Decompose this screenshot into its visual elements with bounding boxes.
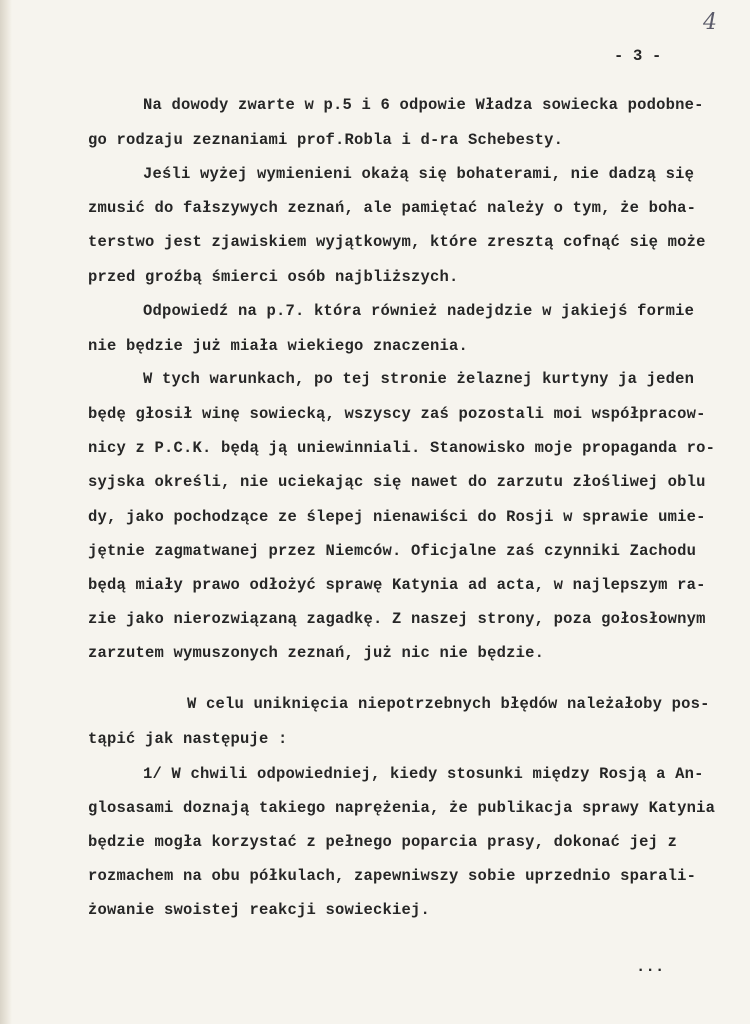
text-line: zarzutem wymuszonych zeznań, już nic nie będzie. (88, 644, 545, 662)
text-line: będą miały prawo odłożyć sprawę Katynia ad acta, w najlepszym ra- (88, 576, 706, 594)
text-line: jętnie zagmatwanej przez Niemców. Oficjalne zaś czynniki Zachodu (88, 542, 697, 560)
handwritten-page-number: 4 (703, 10, 717, 35)
text-line: żowanie swoistej reakcji sowieckiej. (88, 901, 431, 919)
continuation-mark: ... (636, 958, 665, 976)
text-line: dy, jako pochodzące ze ślepej nienawiści do Rosji w sprawie umie- (88, 508, 706, 526)
text-line: zie jako nierozwiązaną zagadkę. Z naszej strony, poza gołosłownym (88, 610, 706, 628)
page-number: - 3 - (614, 47, 662, 65)
text-line: przed groźbą śmierci osób najbliższych. (88, 268, 459, 286)
text-line: W celu uniknięcia niepotrzebnych błędów należałoby pos- (187, 695, 710, 713)
text-line: będę głosił winę sowiecką, wszyscy zaś pozostali moi współpracow- (88, 405, 706, 423)
text-line: Jeśli wyżej wymienieni okażą się bohaterami, nie dadzą się (143, 165, 695, 183)
text-line: nicy z P.C.K. będą ją uniewinniali. Stanowisko moje propaganda ro- (88, 439, 716, 457)
text-line: go rodzaju zeznaniami prof.Robla i d-ra Schebesty. (88, 131, 564, 149)
text-line: terstwo jest zjawiskiem wyjątkowym, które zresztą cofnąć się może (88, 233, 706, 251)
text-line: glosasami doznają takiego naprężenia, że publikacja sprawy Katynia (88, 799, 716, 817)
text-line: rozmachem na obu półkulach, zapewniwszy sobie uprzednio sparali- (88, 867, 697, 885)
text-line: nie będzie już miała wiekiego znaczenia. (88, 337, 469, 355)
text-line: tąpić jak następuje : (88, 730, 288, 748)
text-line: Odpowiedź na p.7. która również nadejdzie w jakiejś formie (143, 302, 695, 320)
text-line: będzie mogła korzystać z pełnego poparcia prasy, dokonać jej z (88, 833, 678, 851)
text-line: syjska określi, nie uciekając się nawet do zarzutu złośliwej oblu (88, 473, 706, 491)
text-line: zmusić do fałszywych zeznań, ale pamiętać należy o tym, że boha- (88, 199, 697, 217)
text-line: 1/ W chwili odpowiedniej, kiedy stosunki między Rosją a An- (143, 765, 704, 783)
page-binding-edge (0, 0, 12, 1024)
text-line: W tych warunkach, po tej stronie żelaznej kurtyny ja jeden (143, 370, 695, 388)
text-line: Na dowody zwarte w p.5 i 6 odpowie Władza sowiecka podobne- (143, 96, 704, 114)
